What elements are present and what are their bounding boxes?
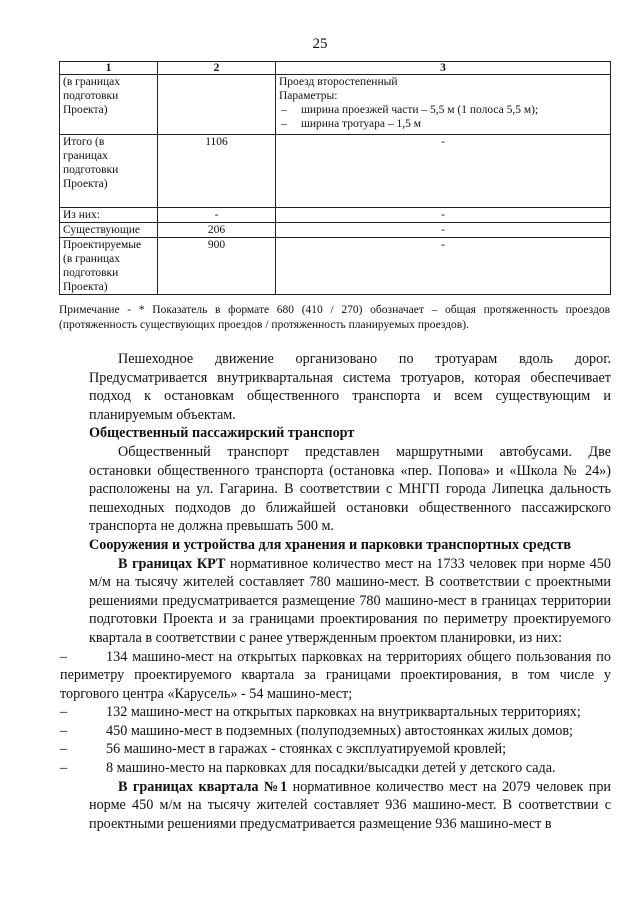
list-item xyxy=(60,740,611,759)
paragraph-krt-parking xyxy=(89,555,611,648)
table-cell: - xyxy=(276,238,611,295)
table-cell xyxy=(276,75,611,135)
table-cell: - xyxy=(276,223,611,238)
list-marker: – xyxy=(60,741,68,758)
table-cell: - xyxy=(276,135,611,208)
section-heading-public-transport: Общественный пассажирский транспорт xyxy=(89,425,355,442)
cell-line: Параметры: xyxy=(279,90,338,102)
cell-item-text: ширина проезжей части – 5,5 м (1 полоса 5,5 м); xyxy=(301,104,539,116)
cell-line: (в границах xyxy=(63,253,121,265)
paragraph-lead-bold: В границах КРТ xyxy=(118,555,226,572)
paragraph-text: нормативное количество мест на 2079 человек при норме 450 м/м на тысячу жителей составляет 936 машино-мест. В соответствии с проектными решениями предусматривается размещение 936 машино-мест в xyxy=(89,778,611,832)
table-cell: 900 xyxy=(158,238,276,295)
cell-list-item xyxy=(279,103,607,117)
table-row xyxy=(60,223,611,238)
table-header-cell: 3 xyxy=(276,62,611,75)
table-cell: 1106 xyxy=(158,135,276,208)
table-cell xyxy=(60,75,158,135)
table-cell: - xyxy=(158,208,276,223)
cell-line: границах xyxy=(63,150,108,162)
cell-line: подготовки xyxy=(63,164,119,176)
list-item-text: 132 машино-мест на открытых парковках на внутриквартальных территориях; xyxy=(106,704,581,721)
table-cell: Из них: xyxy=(60,208,158,223)
paragraph-lead-bold: В границах квартала №1 xyxy=(118,778,288,795)
page-number: 25 xyxy=(312,36,328,52)
paragraph-public-transport: Общественный транспорт представлен маршрутными автобусами. Две остановки общественного транспорта (остановка «пер. Попова» и «Школа № 24») расположены на ул. Гагарина. В соответствии с МНГП города Липецка дальность пешеходных подходов до ближайшей остановки общественного пассажирского транспорта не должна превышать 500 м. xyxy=(89,443,611,535)
cell-line: Итого (в xyxy=(63,136,105,148)
list-item xyxy=(60,722,611,741)
list-marker: – xyxy=(60,704,68,721)
list-item xyxy=(60,759,611,778)
cell-line: Проектируемые xyxy=(63,239,142,251)
table-header-cell: 1 xyxy=(60,62,158,75)
table-row xyxy=(60,238,611,295)
cell-line: Проекта) xyxy=(63,281,108,293)
list-item-text: 450 машино-мест в подземных (полуподземных) автостоянках жилых домов; xyxy=(106,722,573,739)
cell-item-text: ширина тротуара – 1,5 м xyxy=(301,118,422,130)
specification-table xyxy=(59,61,611,295)
list-item xyxy=(60,703,611,722)
cell-line: подготовки xyxy=(63,90,119,102)
table-cell xyxy=(60,135,158,208)
list-item xyxy=(60,648,611,704)
section-heading-parking: Сооружения и устройства для хранения и парковки транспортных средств xyxy=(89,536,572,553)
list-item-text: 8 машино-место на парковках для посадки/высадки детей у детского сада. xyxy=(106,760,556,777)
list-item-text: 56 машино-мест в гаражах - стоянках с эксплуатируемой кровлей; xyxy=(106,741,507,758)
table-cell: - xyxy=(276,208,611,223)
table-cell: 206 xyxy=(158,223,276,238)
cell-line: Проекта) xyxy=(63,104,108,116)
table-note: Примечание - * Показатель в формате 680 (410 / 270) обозначает – общая протяженность проездов (протяженность существующих проездов / протяженность планируемых проездов). xyxy=(59,304,610,331)
table-header-cell: 2 xyxy=(158,62,276,75)
table-cell xyxy=(60,238,158,295)
dash-marker: – xyxy=(281,118,287,130)
table-row xyxy=(60,75,611,135)
table-cell: Существующие xyxy=(60,223,158,238)
paragraph-quarter1-parking xyxy=(89,778,611,834)
paragraph-pedestrian: Пешеходное движение организовано по тротуарам вдоль дорог. Предусматривается внутриквартальная система тротуаров, которая обеспечивает подход к остановкам общественного транспорта и всем существующим и планируемым объектам. xyxy=(89,351,611,423)
table-header-row xyxy=(60,62,611,75)
cell-line: подготовки xyxy=(63,267,119,279)
cell-line: (в границах xyxy=(63,76,121,88)
table-row xyxy=(60,208,611,223)
paragraph-text: нормативное количество мест на 1733 человек при норме 450 м/м на тысячу жителей составляет 780 машино-мест. В соответствии с проектными решениями предусматривается размещение 780 машино-мест в границах территории подготовки Проекта и за границами проектирования по периметру проектируемого квартала в соответствии с ранее утвержденным проектом планировки, из них: xyxy=(89,555,611,646)
list-marker: – xyxy=(60,760,68,777)
table-cell xyxy=(158,75,276,135)
cell-list-item xyxy=(279,117,607,131)
list-item-text: 134 машино-мест на открытых парковках на территориях общего пользования по периметру проектируемого квартала за границами проектирования, в том числе у торгового центра «Карусель» - 54 машино-мест; xyxy=(60,648,611,702)
table-row xyxy=(60,135,611,208)
cell-line: Проезд второстепенный xyxy=(279,76,398,88)
cell-line: Проекта) xyxy=(63,178,108,190)
dash-marker: – xyxy=(281,104,287,116)
document-body xyxy=(60,350,611,833)
list-marker: – xyxy=(60,648,68,665)
list-marker: – xyxy=(60,722,68,739)
